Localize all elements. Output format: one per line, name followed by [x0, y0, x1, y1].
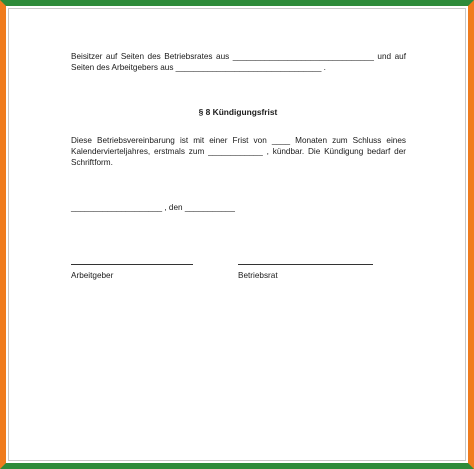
paragraph-notice-line-3: Schriftform. — [71, 158, 113, 167]
signature-line-employer — [71, 264, 193, 265]
paragraph-notice-period — [71, 135, 406, 168]
signature-label-employer: Arbeitgeber — [71, 271, 114, 280]
paragraph-assessors-line-2: Seiten des Arbeitgebers aus ________________________________ . — [71, 63, 326, 72]
document-page — [8, 8, 466, 461]
section-heading: § 8 Kündigungsfrist — [198, 107, 278, 117]
paragraph-notice-line-1: Diese Betriebsvereinbarung ist mit einer Frist von ____ Monaten zum Schluss eines — [71, 136, 406, 145]
paragraph-assessors — [71, 51, 406, 73]
signature-line-works-council — [238, 264, 373, 265]
paragraph-assessors-line-1: Beisitzer auf Seiten des Betriebsrates aus _______________________________ und auf — [71, 52, 406, 61]
paragraph-notice-line-2: Kalendervierteljahres, erstmals zum ____________ , kündbar. Die Kündigung bedarf der — [71, 147, 406, 156]
signature-label-works-council: Betriebsrat — [238, 271, 278, 280]
place-date-line: ____________________ , den ___________ — [71, 203, 235, 212]
